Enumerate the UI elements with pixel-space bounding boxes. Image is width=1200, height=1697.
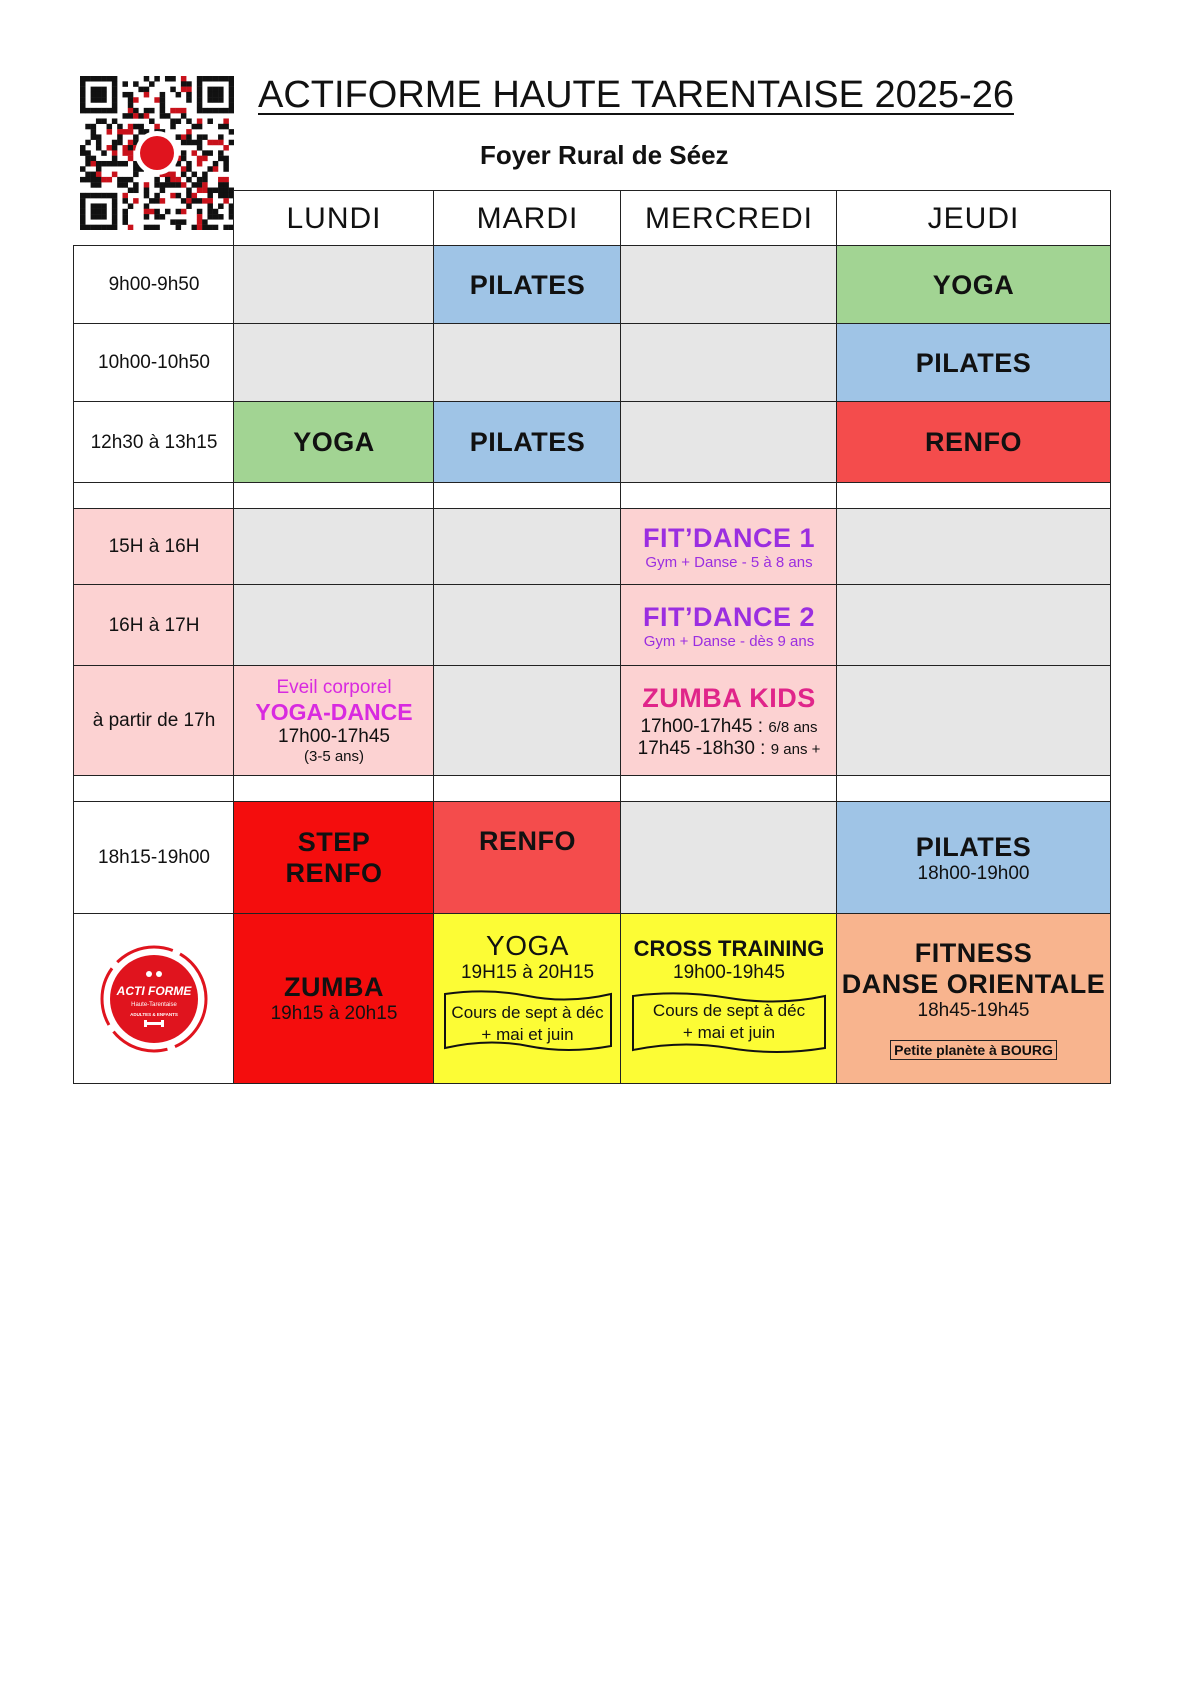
slot-lundi-6 [233,665,435,777]
class-time: 19h15 à 20h15 [270,1003,398,1024]
slot-mercredi-5 [620,584,838,667]
day-label: LUNDI [286,201,382,235]
day-label: JEUDI [927,201,1020,235]
spacer-cell [836,775,1111,803]
class-pilates: PILATES [469,427,586,457]
slot-mardi-1 [433,245,622,325]
class-fitdance-1: FIT’DANCE 1 [642,523,815,553]
class-pilates: PILATES [915,831,1032,862]
spacer-cell [233,482,435,510]
class-time: 17h45 -18h30 : [637,737,766,759]
spacer-cell [73,775,235,803]
period-banner [629,990,829,1058]
slot-jeudi-7 [836,801,1111,915]
class-yoga: YOGA [932,269,1015,300]
day-header-jeudi [836,190,1111,247]
slot-mercredi-2 [620,323,838,403]
banner-line: + mai et juin [481,1025,574,1044]
actiforme-logo [99,944,209,1054]
slot-mercredi-8 [620,913,838,1084]
class-yoga: YOGA [293,427,375,457]
time-label: à partir de 17h [92,710,216,731]
slot-jeudi-3 [836,401,1111,484]
logo-subname: Haute-Tarentaise [131,1001,177,1008]
time-slot-7 [73,801,235,915]
logo-name: ACTI FORME [116,983,192,998]
spacer-cell [620,482,838,510]
class-fitness: FITNESS [914,937,1033,968]
slot-jeudi-5 [836,584,1111,667]
class-pilates: PILATES [469,269,586,300]
time-label: 15H à 16H [108,536,200,557]
slot-mardi-6 [433,665,622,777]
day-header-lundi [233,190,435,247]
page-title: ACTIFORME HAUTE TARENTAISE 2025-26 [258,74,1014,116]
time-label: 10h00-10h50 [98,352,210,373]
slot-mardi-5 [433,584,622,667]
class-danse-orientale: DANSE ORIENTALE [841,968,1106,999]
class-pilates: PILATES [915,347,1032,378]
slot-lundi-8 [233,913,435,1084]
slot-jeudi-2 [836,323,1111,403]
day-label: MARDI [476,201,579,235]
location-badge: Petite planète à BOURG [890,1040,1057,1060]
class-time: 18h45-19h45 [917,999,1030,1021]
slot-jeudi-6 [836,665,1111,777]
slot-mercredi-4 [620,508,838,586]
class-subtitle: Gym + Danse - 5 à 8 ans [645,554,813,571]
class-time: 19H15 à 20H15 [460,962,595,983]
time-slot-4 [73,508,235,586]
class-zumba: ZUMBA [284,972,384,1002]
class-renfo: RENFO [479,826,576,856]
time-slot-1 [73,245,235,325]
day-label: MERCREDI [644,201,813,235]
class-renfo: RENFO [285,858,383,888]
slot-mercredi-1 [620,245,838,325]
class-time: 18h00-19h00 [917,862,1030,884]
slot-jeudi-1 [836,245,1111,325]
class-eveil-corporel: Eveil corporel [276,677,392,698]
banner-line: Cours de sept à déc [652,1001,806,1020]
class-age: 9 ans + [770,740,821,758]
slot-mardi-8 [433,913,622,1084]
time-slot-2 [73,323,235,403]
slot-jeudi-4 [836,508,1111,586]
time-slot-3 [73,401,235,484]
time-slot-6 [73,665,235,777]
class-subtitle: Gym + Danse - dès 9 ans [643,632,815,650]
spacer-cell [433,482,622,510]
slot-mercredi-3 [620,401,838,484]
time-label: 12h30 à 13h15 [90,431,218,453]
class-age: (3-5 ans) [303,748,365,765]
spacer-cell [620,775,838,803]
class-zumba-kids: ZUMBA KIDS [642,682,816,713]
slot-lundi-2 [233,323,435,403]
period-banner [443,990,613,1058]
spacer-cell [433,775,622,803]
day-header-mardi [433,190,622,247]
slot-mardi-4 [433,508,622,586]
schedule-grid [73,190,1111,1084]
class-age: 6/8 ans [768,718,818,736]
slot-mercredi-7 [620,801,838,915]
class-yoga: YOGA [486,930,569,961]
class-time: 17h00-17h45 [278,726,390,747]
class-cross-training: CROSS TRAINING [633,936,825,961]
banner-line: + mai et juin [682,1023,776,1042]
class-yoga-dance: YOGA-DANCE [255,699,413,725]
class-time: 19h00-19h45 [673,962,785,983]
time-label: 16H à 17H [108,614,200,636]
day-header-mercredi [620,190,838,247]
spacer-cell [836,482,1111,510]
slot-lundi-3 [233,401,435,484]
slot-mercredi-6 [620,665,838,777]
slot-lundi-5 [233,584,435,667]
class-renfo: RENFO [925,427,1022,457]
slot-mardi-2 [433,323,622,403]
spacer-cell [73,482,235,510]
class-step: STEP [297,827,371,857]
slot-lundi-7 [233,801,435,915]
slot-jeudi-8 [836,913,1111,1084]
slot-lundi-1 [233,245,435,325]
banner-line: Cours de sept à déc [451,1003,604,1022]
spacer-cell [233,775,435,803]
logo-cell [73,913,235,1084]
slot-lundi-4 [233,508,435,586]
zumba-kids-line-1 [640,716,817,738]
time-label: 9h00-9h50 [108,274,200,295]
slot-mardi-7 [433,801,622,915]
class-fitdance-2: FIT’DANCE 2 [642,601,815,632]
time-slot-5 [73,584,235,667]
slot-mardi-3 [433,401,622,484]
class-time: 17h00-17h45 : [640,715,764,737]
time-label: 18h15-19h00 [98,847,210,868]
page-subtitle: Foyer Rural de Séez [480,140,729,170]
zumba-kids-line-2 [638,738,821,760]
logo-tagline: ADULTES & ENFANTS [130,1011,178,1017]
